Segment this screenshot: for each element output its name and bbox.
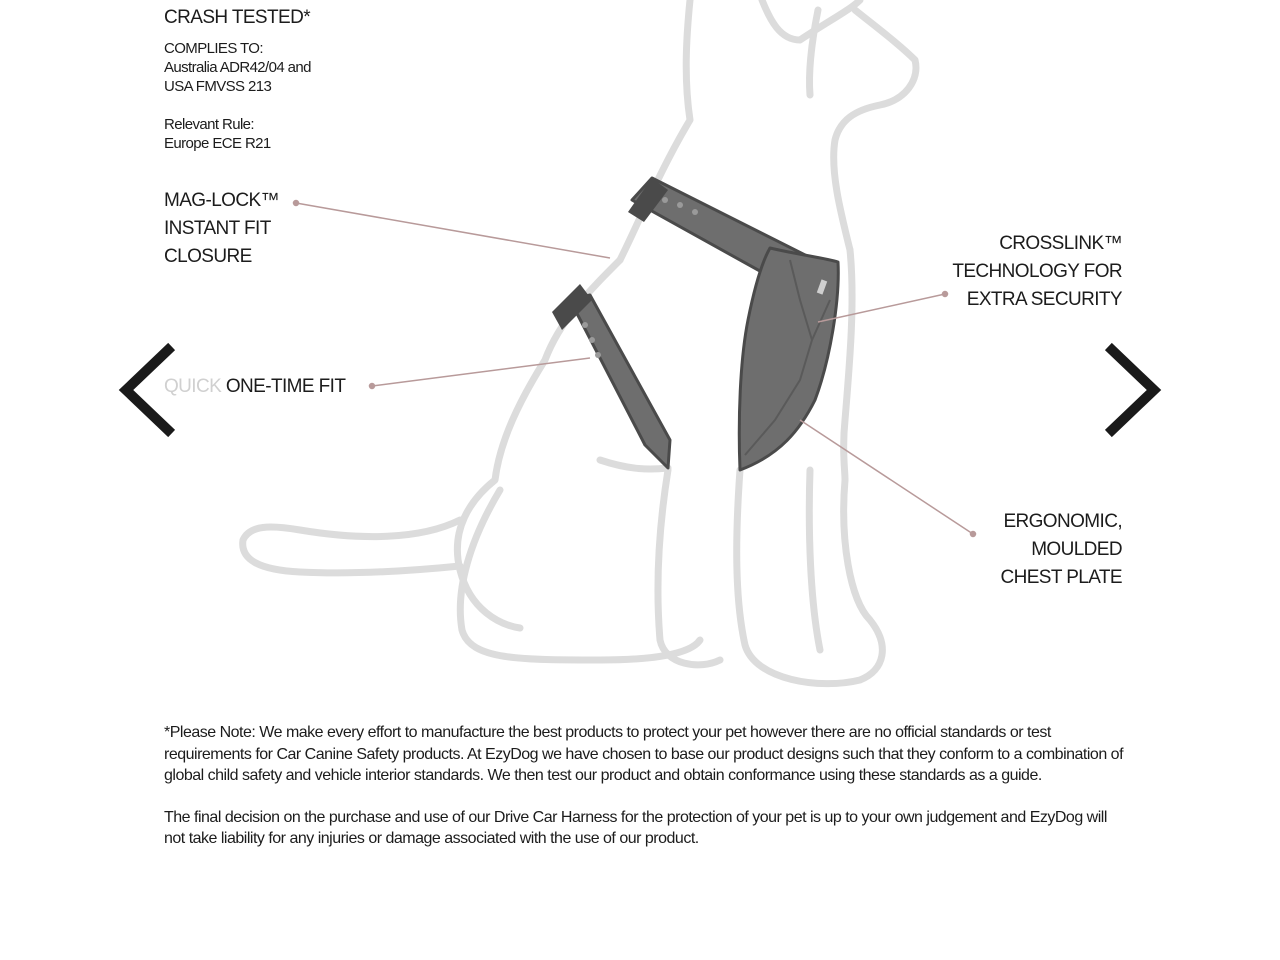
crosslink-callout: [952, 230, 1122, 314]
complies-line: COMPLIES TO:: [164, 40, 263, 57]
maglock-line: CLOSURE: [164, 246, 252, 267]
complies-line: Australia ADR42/04 and: [164, 59, 311, 76]
chevron-right-icon: [1098, 340, 1170, 440]
crosslink-line: TECHNOLOGY FOR: [952, 261, 1122, 282]
maglock-line: MAG-LOCK™: [164, 190, 279, 211]
leader-lines: [294, 201, 976, 537]
crash-tested-heading: CRASH TESTED*: [164, 7, 310, 28]
previous-slide-button[interactable]: [108, 340, 180, 440]
complies-to-text: [164, 39, 311, 96]
complies-line: USA FMVSS 213: [164, 78, 272, 95]
maglock-callout: [164, 187, 279, 271]
rule-line: Relevant Rule:: [164, 116, 254, 133]
rule-line: Europe ECE R21: [164, 135, 271, 152]
maglock-line: INSTANT FIT: [164, 218, 271, 239]
next-slide-button[interactable]: [1098, 340, 1170, 440]
harness: [552, 178, 838, 470]
disclaimer-paragraph: *Please Note: We make every effort to manufacture the best products to protect your pet however there are no official standards or test requirements for Car Canine Safety products. At EzyDog we have chosen to base our product designs such that they conform to a combination of global child safety and vehicle interior standards. We then test our product and obtain conformance using these standards as a guide.: [164, 724, 1124, 784]
crosslink-line: CROSSLINK™: [999, 233, 1122, 254]
ergonomic-line: MOULDED: [1031, 539, 1122, 560]
crosslink-line: EXTRA SECURITY: [966, 289, 1122, 310]
chevron-left-icon: [108, 340, 180, 440]
quick-fit-rest: ONE-TIME FIT: [221, 376, 346, 397]
ergonomic-line: ERGONOMIC,: [1003, 511, 1122, 532]
quick-fit-callout: [164, 373, 345, 401]
ergonomic-line: CHEST PLATE: [1000, 567, 1122, 588]
ergonomic-callout: [1000, 508, 1122, 592]
relevant-rule-text: [164, 115, 271, 153]
quick-faded-word: QUICK: [164, 376, 222, 397]
disclaimer-notes: [164, 722, 1124, 870]
disclaimer-paragraph: The final decision on the purchase and use of our Drive Car Harness for the protection of your pet is up to your own judgement and EzyDog will not take liability for any injuries or damage associated with the use of our product.: [164, 808, 1107, 847]
